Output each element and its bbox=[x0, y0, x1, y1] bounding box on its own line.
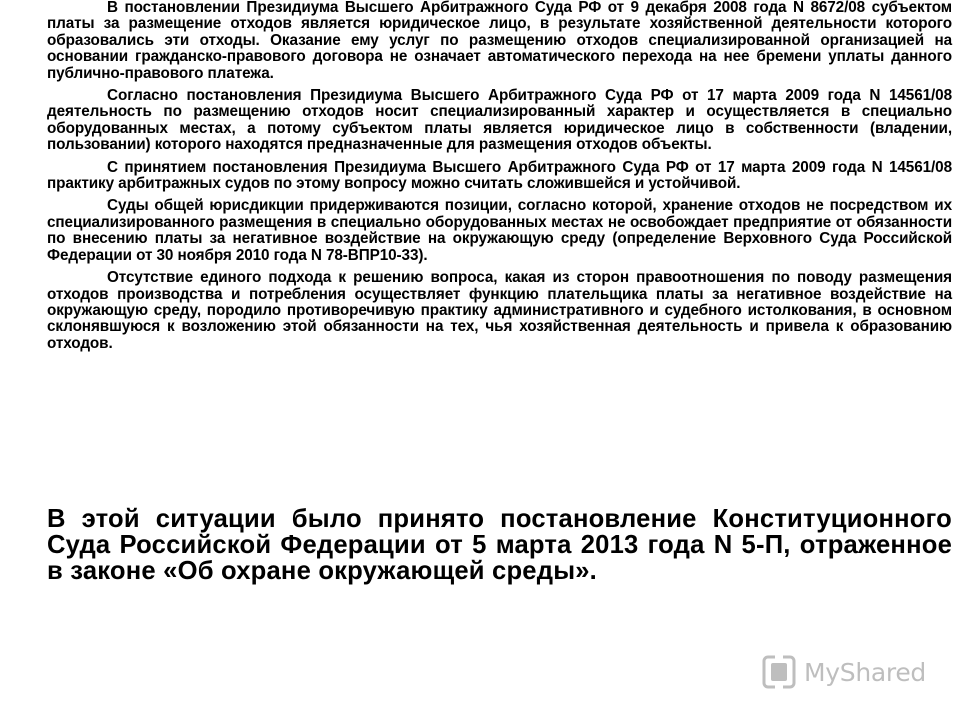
paragraph-2: Согласно постановления Президиума Высшего Арбитражного Суда РФ от 17 марта 2009 года N 14561/08 деятельность по размещению отходов носит специализированный характер и осуществляется в специально оборудованных местах, а потому субъектом платы является юридическое лицо в собственности (владении, пользовании) которого находятся предназначенные для размещения отходов объекты. bbox=[47, 87, 952, 154]
document-body bbox=[47, 0, 952, 358]
paragraph-4: Суды общей юрисдикции придерживаются позиции, согласно которой, хранение отходов не посредством их специализированного размещения в специально оборудованных местах не освобождает предприятие от обязанности по внесению платы за негативное воздействие на окружающую среду (определение Верховного Суда Российской Федерации от 30 ноября 2010 года N 78-ВПР10-33). bbox=[47, 197, 952, 264]
conclusion-heading: В этой ситуации было принято постановление Конституционного Суда Российской Федерации от 5 марта 2013 года N 5-П, отраженное в законе «Об охране окружающей среды». bbox=[47, 505, 952, 585]
myshared-watermark bbox=[762, 653, 926, 691]
paragraph-3: С принятием постановления Президиума Высшего Арбитражного Суда РФ от 17 марта 2009 года N 14561/08 практику арбитражных судов по этому вопросу можно считать сложившейся и устойчивой. bbox=[47, 158, 952, 193]
myshared-logo-icon bbox=[762, 653, 796, 691]
paragraph-5: Отсутствие единого подхода к решению вопроса, какая из сторон правоотношения по поводу размещения отходов производства и потребления осуществляет функцию плательщика платы за негативное воздействие на окружающую среду, породило противоречивую практику административного и судебного истолкования, в основном склонявшуюся к возложению этой обязанности на тех, чья хозяйственная деятельность и привела к образованию отходов. bbox=[47, 269, 952, 352]
paragraph-1: В постановлении Президиума Высшего Арбитражного Суда РФ от 9 декабря 2008 года N 8672/08 субъектом платы за размещение отходов является юридическое лицо, в результате хозяйственной деятельности которого образовались эти отходы. Оказание ему услуг по размещению отходов специализированной организацией на основании гражданско-правового договора не означает автоматического перехода на нее бремени уплаты данного публично-правового платежа. bbox=[47, 0, 952, 82]
watermark-text: MyShared bbox=[804, 657, 926, 687]
